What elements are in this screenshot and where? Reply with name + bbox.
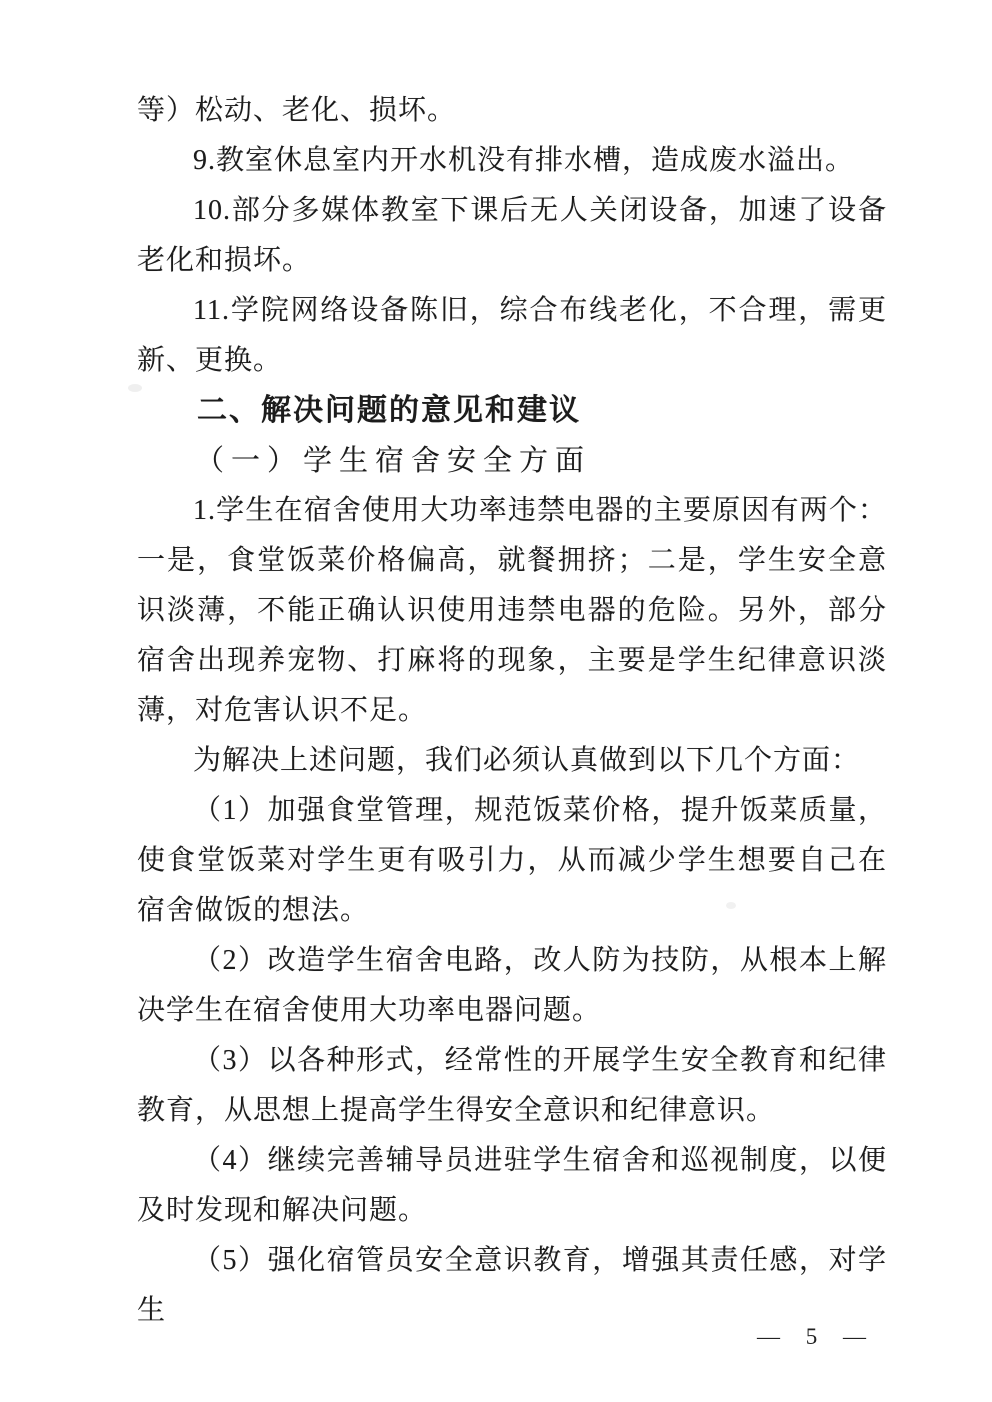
paragraph: 9.教室休息室内开水机没有排水槽，造成废水溢出。 — [193, 145, 855, 176]
paragraph: 10.部分多媒体教室下课后无人关闭设备，加速了设备老化和损坏。 — [137, 195, 887, 276]
section-heading: 二、解决问题的意见和建议 — [197, 394, 581, 427]
document-body — [137, 86, 887, 1336]
subsection-heading: （一）学生宿舍安全方面 — [195, 445, 592, 477]
paragraph: （2）改造学生宿舍电路，改人防为技防，从根本上解决学生在宿舍使用大功率电器问题。 — [137, 945, 887, 1026]
paragraph: （1）加强食堂管理，规范饭菜价格，提升饭菜质量，使食堂饭菜对学生更有吸引力，从而减少学生想要自己在宿舍做饭的想法。 — [137, 795, 887, 926]
paragraph: （4）继续完善辅导员进驻学生宿舍和巡视制度，以便及时发现和解决问题。 — [137, 1145, 887, 1226]
paragraph: （3）以各种形式，经常性的开展学生安全教育和纪律教育，从思想上提高学生得安全意识和纪律意识。 — [137, 1045, 887, 1126]
paragraph: 1.学生在宿舍使用大功率违禁电器的主要原因有两个：一是，食堂饭菜价格偏高，就餐拥挤；二是，学生安全意识淡薄，不能正确认识使用违禁电器的危险。另外，部分宿舍出现养宠物、打麻将的现象，主要是学生纪律意识淡薄，对危害认识不足。 — [137, 495, 887, 726]
paragraph-continuation: 等）松动、老化、损坏。 — [137, 95, 457, 126]
paragraph: （5）强化宿管员安全意识教育，增强其责任感，对学生 — [137, 1245, 887, 1326]
page-number: — 5 — — [757, 1324, 876, 1349]
paragraph: 11.学院网络设备陈旧，综合布线老化，不合理，需更新、更换。 — [137, 295, 887, 376]
paragraph: 为解决上述问题，我们必须认真做到以下几个方面： — [193, 745, 861, 776]
